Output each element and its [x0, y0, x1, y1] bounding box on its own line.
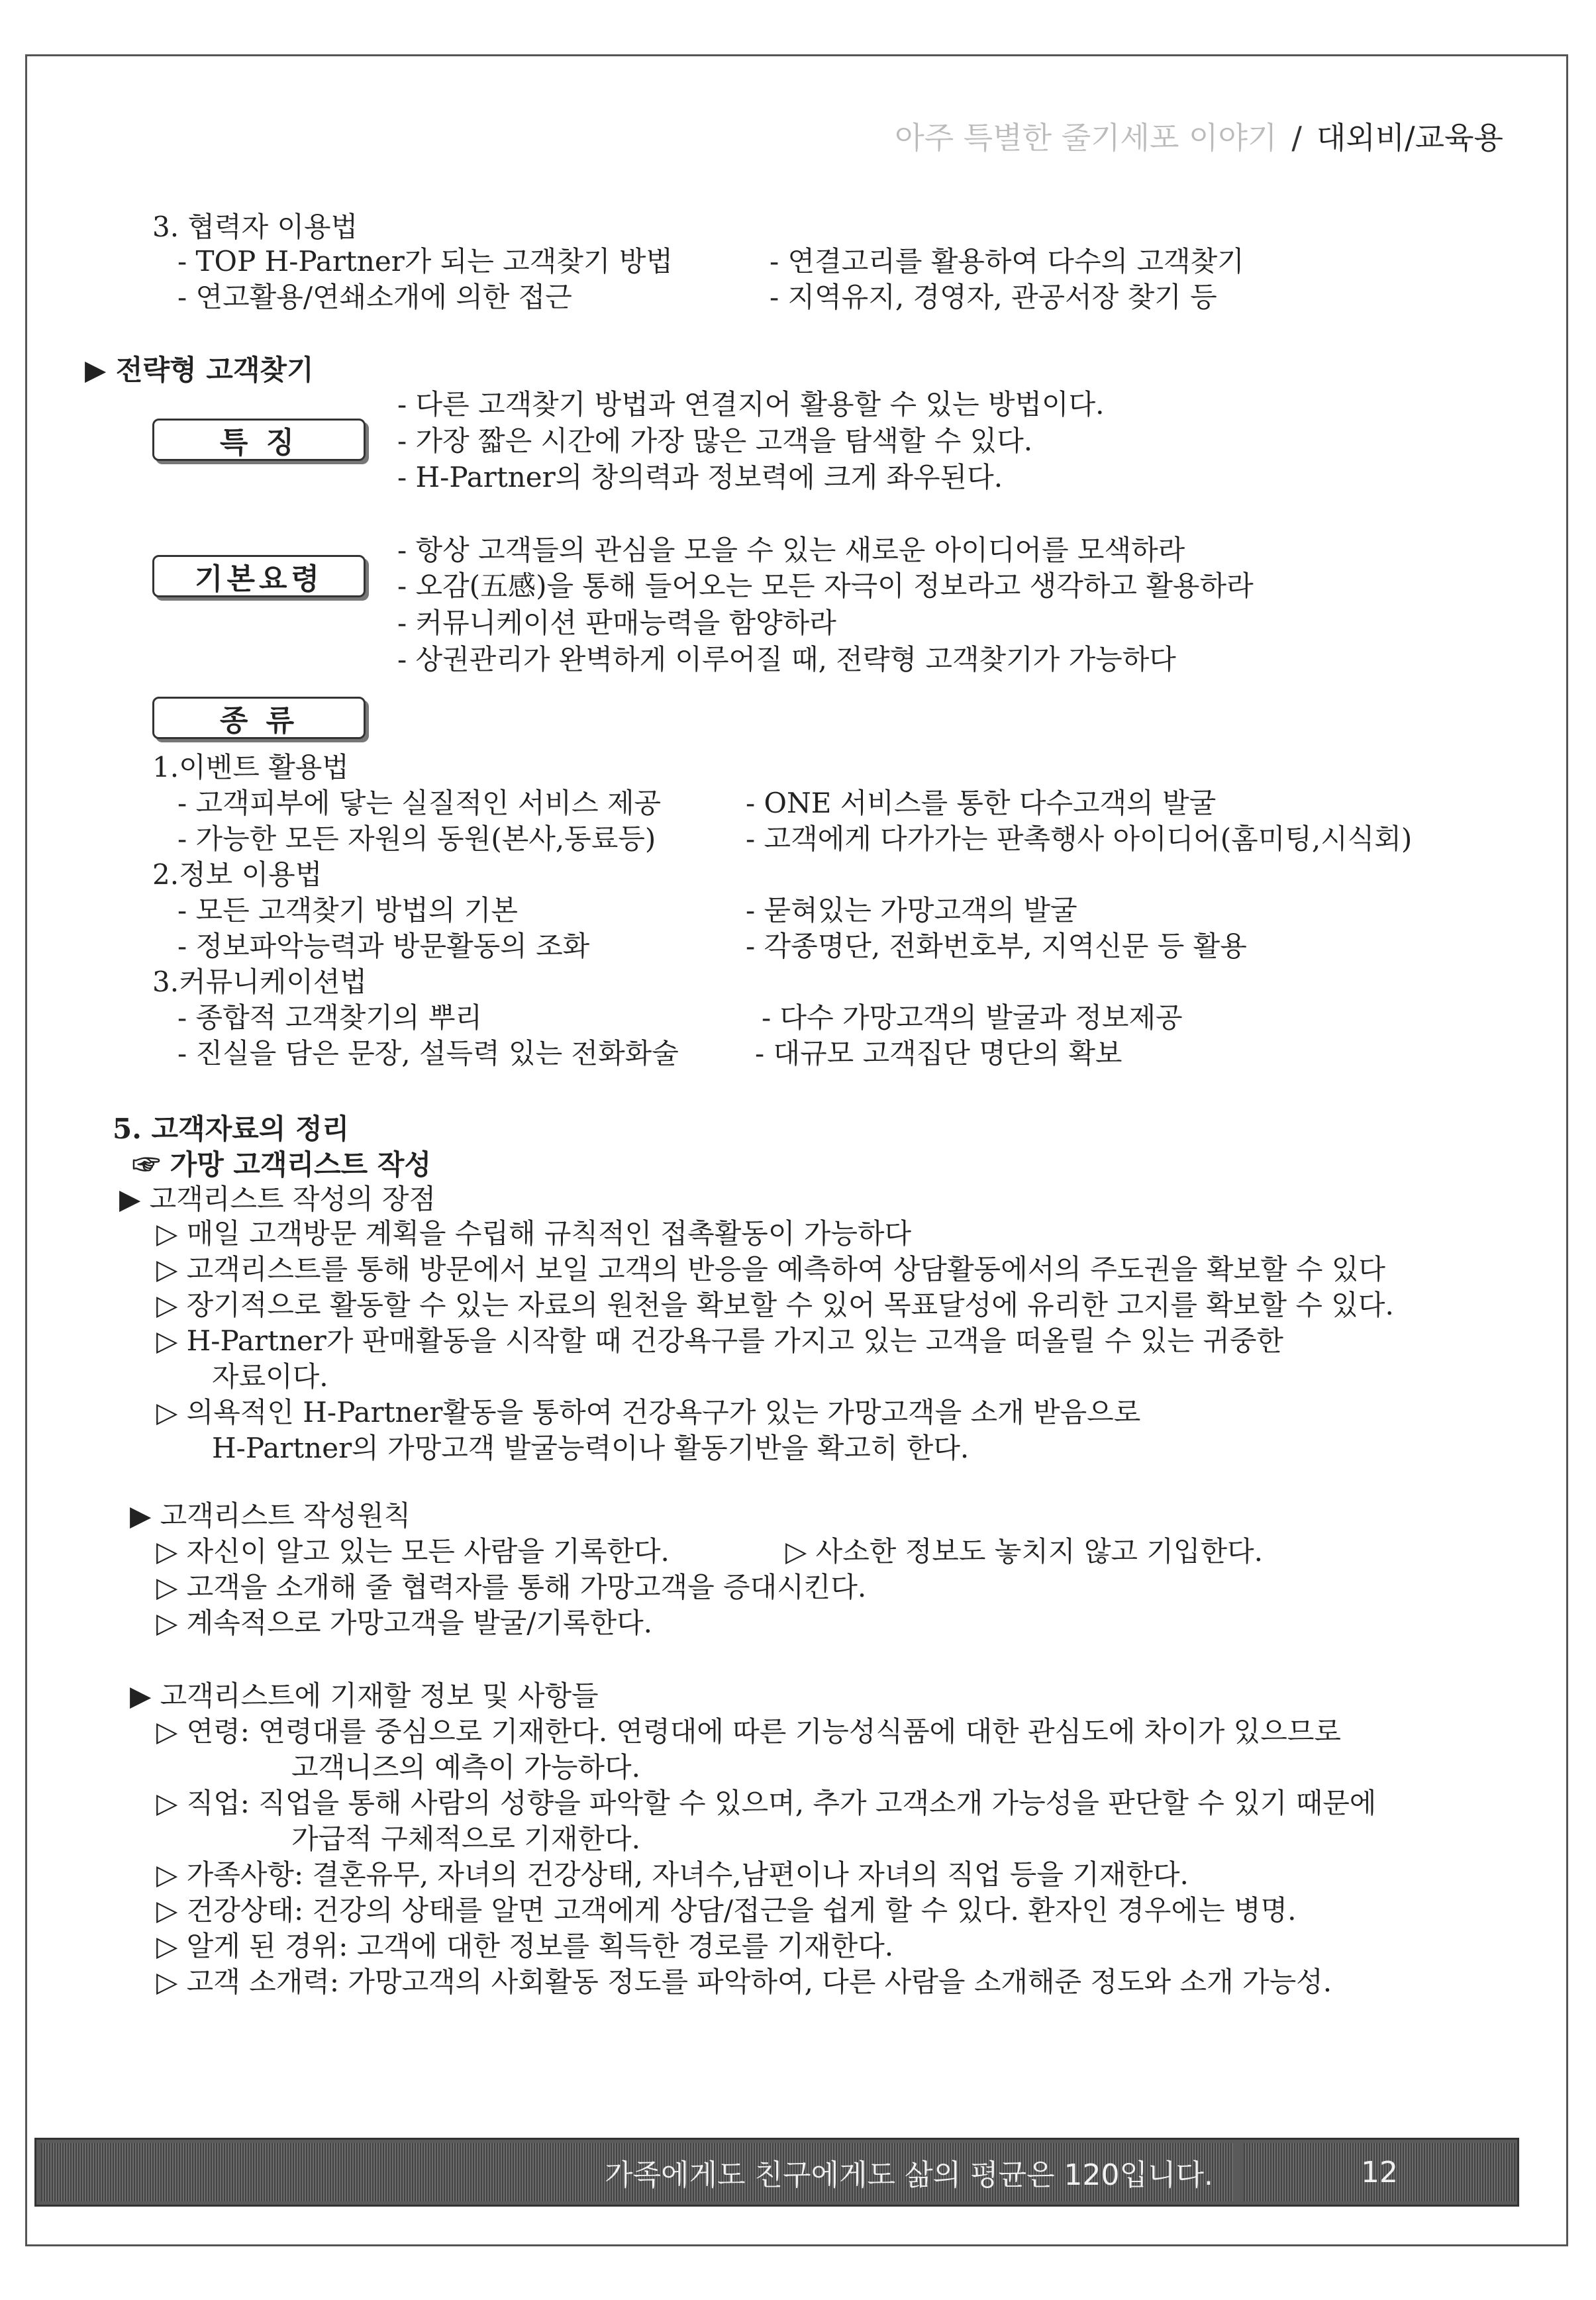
features-label: 특 징 — [219, 426, 299, 460]
info-5: ▷ 알게 된 경위: 고객에 대한 정보를 획득한 경로를 기재한다. — [156, 1930, 894, 1962]
basic-2: - 오감(五感)을 통해 들어오는 모든 자극이 정보라고 생각하고 활용하라 — [397, 570, 1254, 602]
advantage-4: ▷ H-Partner가 판매활동을 시작할 때 건강욕구를 가지고 있는 고객을 떠올릴 수 있는 귀중한 — [156, 1325, 1283, 1357]
basic-4: - 상권관리가 완벽하게 이루어질 때, 전략형 고객찾기가 가능하다 — [397, 643, 1176, 675]
advantage-5: ▷ 의욕적인 H-Partner활동을 통하여 건강욕구가 있는 가망고객을 소개 받음으로 — [156, 1396, 1141, 1428]
type1-title: 1.이벤트 활용법 — [152, 751, 349, 783]
principle-2: ▷ 사소한 정보도 놓치지 않고 기입한다. — [785, 1535, 1263, 1568]
basic-1: - 항상 고객들의 관심을 모을 수 있는 새로운 아이디어를 모색하라 — [397, 534, 1185, 566]
info-1-cont: 고객니즈의 예측이 가능하다. — [291, 1751, 640, 1783]
feature-1: - 다른 고객찾기 방법과 연결지어 활용할 수 있는 방법이다. — [397, 388, 1105, 421]
basics-label-box — [152, 555, 366, 597]
type3-right-2: - 대규모 고객집단 명단의 확보 — [755, 1037, 1122, 1070]
footer-slogan: 가족에게도 친구에게도 삶의 평균은 120입니다. — [605, 2158, 1213, 2192]
type3-right-1: - 다수 가망고객의 발굴과 정보제공 — [762, 1001, 1183, 1034]
types-label: 종 류 — [219, 704, 299, 738]
feature-3: - H-Partner의 창의력과 정보력에 크게 좌우된다. — [397, 461, 1003, 493]
principle-4: ▷ 계속적으로 가망고객을 발굴/기록한다. — [156, 1607, 653, 1639]
type2-left-1: - 모든 고객찾기 방법의 기본 — [177, 894, 518, 926]
info-2-cont: 가급적 구체적으로 기재한다. — [291, 1823, 640, 1855]
header-tag: 대외비/교육용 — [1316, 120, 1503, 156]
advantages-title: ▶ 고객리스트 작성의 장점 — [119, 1183, 436, 1215]
header-separator: / — [1291, 120, 1302, 156]
type1-left-2: - 가능한 모든 자원의 동원(본사,동료등) — [177, 823, 656, 855]
type2-left-2: - 정보파악능력과 방문활동의 조화 — [177, 930, 590, 962]
basics-label: 기본요령 — [194, 562, 323, 596]
features-label-box — [152, 419, 366, 461]
advantage-2: ▷ 고객리스트를 통해 방문에서 보일 고객의 반응을 예측하여 상담활동에서의 주도권을 확보할 수 있다 — [156, 1253, 1385, 1285]
type1-right-2: - 고객에게 다가가는 판촉행사 아이디어(홈미팅,시식회) — [746, 823, 1413, 855]
type3-title: 3.커뮤니케이션법 — [152, 966, 368, 998]
footer-bar — [41, 2143, 1233, 2201]
type2-title: 2.정보 이용법 — [152, 858, 323, 891]
info-title: ▶ 고객리스트에 기재할 정보 및 사항들 — [130, 1679, 599, 1712]
section5-subtitle: ☞ 가망 고객리스트 작성 — [132, 1148, 432, 1181]
info-6: ▷ 고객 소개력: 가망고객의 사회활동 정도를 파악하여, 다른 사람을 소개해준 정도와 소개 가능성. — [156, 1966, 1332, 1998]
basic-3: - 커뮤니케이션 판매능력을 함양하라 — [397, 607, 836, 639]
info-3: ▷ 가족사항: 결혼유무, 자녀의 건강상태, 자녀수,남편이나 자녀의 직업 등을 기재한다. — [156, 1858, 1189, 1891]
strategic-title: ▶ 전략형 고객찾기 — [85, 354, 314, 386]
header-subtitle: 아주 특별한 줄기세포 이야기 — [895, 120, 1277, 156]
advantage-1: ▷ 매일 고객방문 계획을 수립해 규칙적인 접촉활동이 가능하다 — [156, 1217, 912, 1250]
advantage-4-cont: 자료이다. — [212, 1360, 328, 1393]
advantage-3: ▷ 장기적으로 활동할 수 있는 자료의 원천을 확보할 수 있어 목표달성에 유리한 고지를 확보할 수 있다. — [156, 1289, 1394, 1321]
page-number: 12 — [1361, 2155, 1398, 2189]
type2-right-1: - 묻혀있는 가망고객의 발굴 — [746, 894, 1077, 926]
principle-1: ▷ 자신이 알고 있는 모든 사람을 기록한다. — [156, 1535, 670, 1568]
footer-page-box — [1244, 2143, 1515, 2201]
type1-left-1: - 고객피부에 닿는 실질적인 서비스 제공 — [177, 787, 662, 819]
type1-right-1: - ONE 서비스를 통한 다수고객의 발굴 — [746, 787, 1217, 819]
section3-right-1: - 연결고리를 활용하여 다수의 고객찾기 — [770, 245, 1244, 277]
section5-title: 5. 고객자료의 정리 — [113, 1113, 350, 1145]
principle-3: ▷ 고객을 소개해 줄 협력자를 통해 가망고객을 증대시킨다. — [156, 1571, 867, 1603]
info-1: ▷ 연령: 연령대를 중심으로 기재한다. 연령대에 따른 기능성식품에 대한 관심도에 차이가 있으므로 — [156, 1715, 1341, 1748]
section3-left-1: - TOP H-Partner가 되는 고객찾기 방법 — [177, 245, 673, 277]
section3-left-2: - 연고활용/연쇄소개에 의한 접근 — [177, 281, 572, 313]
info-2: ▷ 직업: 직업을 통해 사람의 성향을 파악할 수 있으며, 추가 고객소개 가능성을 판단할 수 있기 때문에 — [156, 1787, 1377, 1819]
types-label-box — [152, 697, 366, 739]
info-4: ▷ 건강상태: 건강의 상태를 알면 고객에게 상담/접근을 쉽게 할 수 있다. 환자인 경우에는 병명. — [156, 1894, 1297, 1926]
page-header — [895, 114, 1503, 158]
feature-2: - 가장 짧은 시간에 가장 많은 고객을 탐색할 수 있다. — [397, 425, 1033, 457]
advantage-5-cont: H-Partner의 가망고객 발굴능력이나 활동기반을 확고히 한다. — [212, 1432, 970, 1464]
type2-right-2: - 각종명단, 전화번호부, 지역신문 등 활용 — [746, 930, 1247, 962]
principles-title: ▶ 고객리스트 작성원칙 — [130, 1499, 411, 1532]
section3-right-2: - 지역유지, 경영자, 관공서장 찾기 등 — [770, 281, 1217, 313]
section3-title: 3. 협력자 이용법 — [152, 211, 358, 243]
type3-left-1: - 종합적 고객찾기의 뿌리 — [177, 1001, 482, 1034]
type3-left-2: - 진실을 담은 문장, 설득력 있는 전화화술 — [177, 1037, 679, 1070]
